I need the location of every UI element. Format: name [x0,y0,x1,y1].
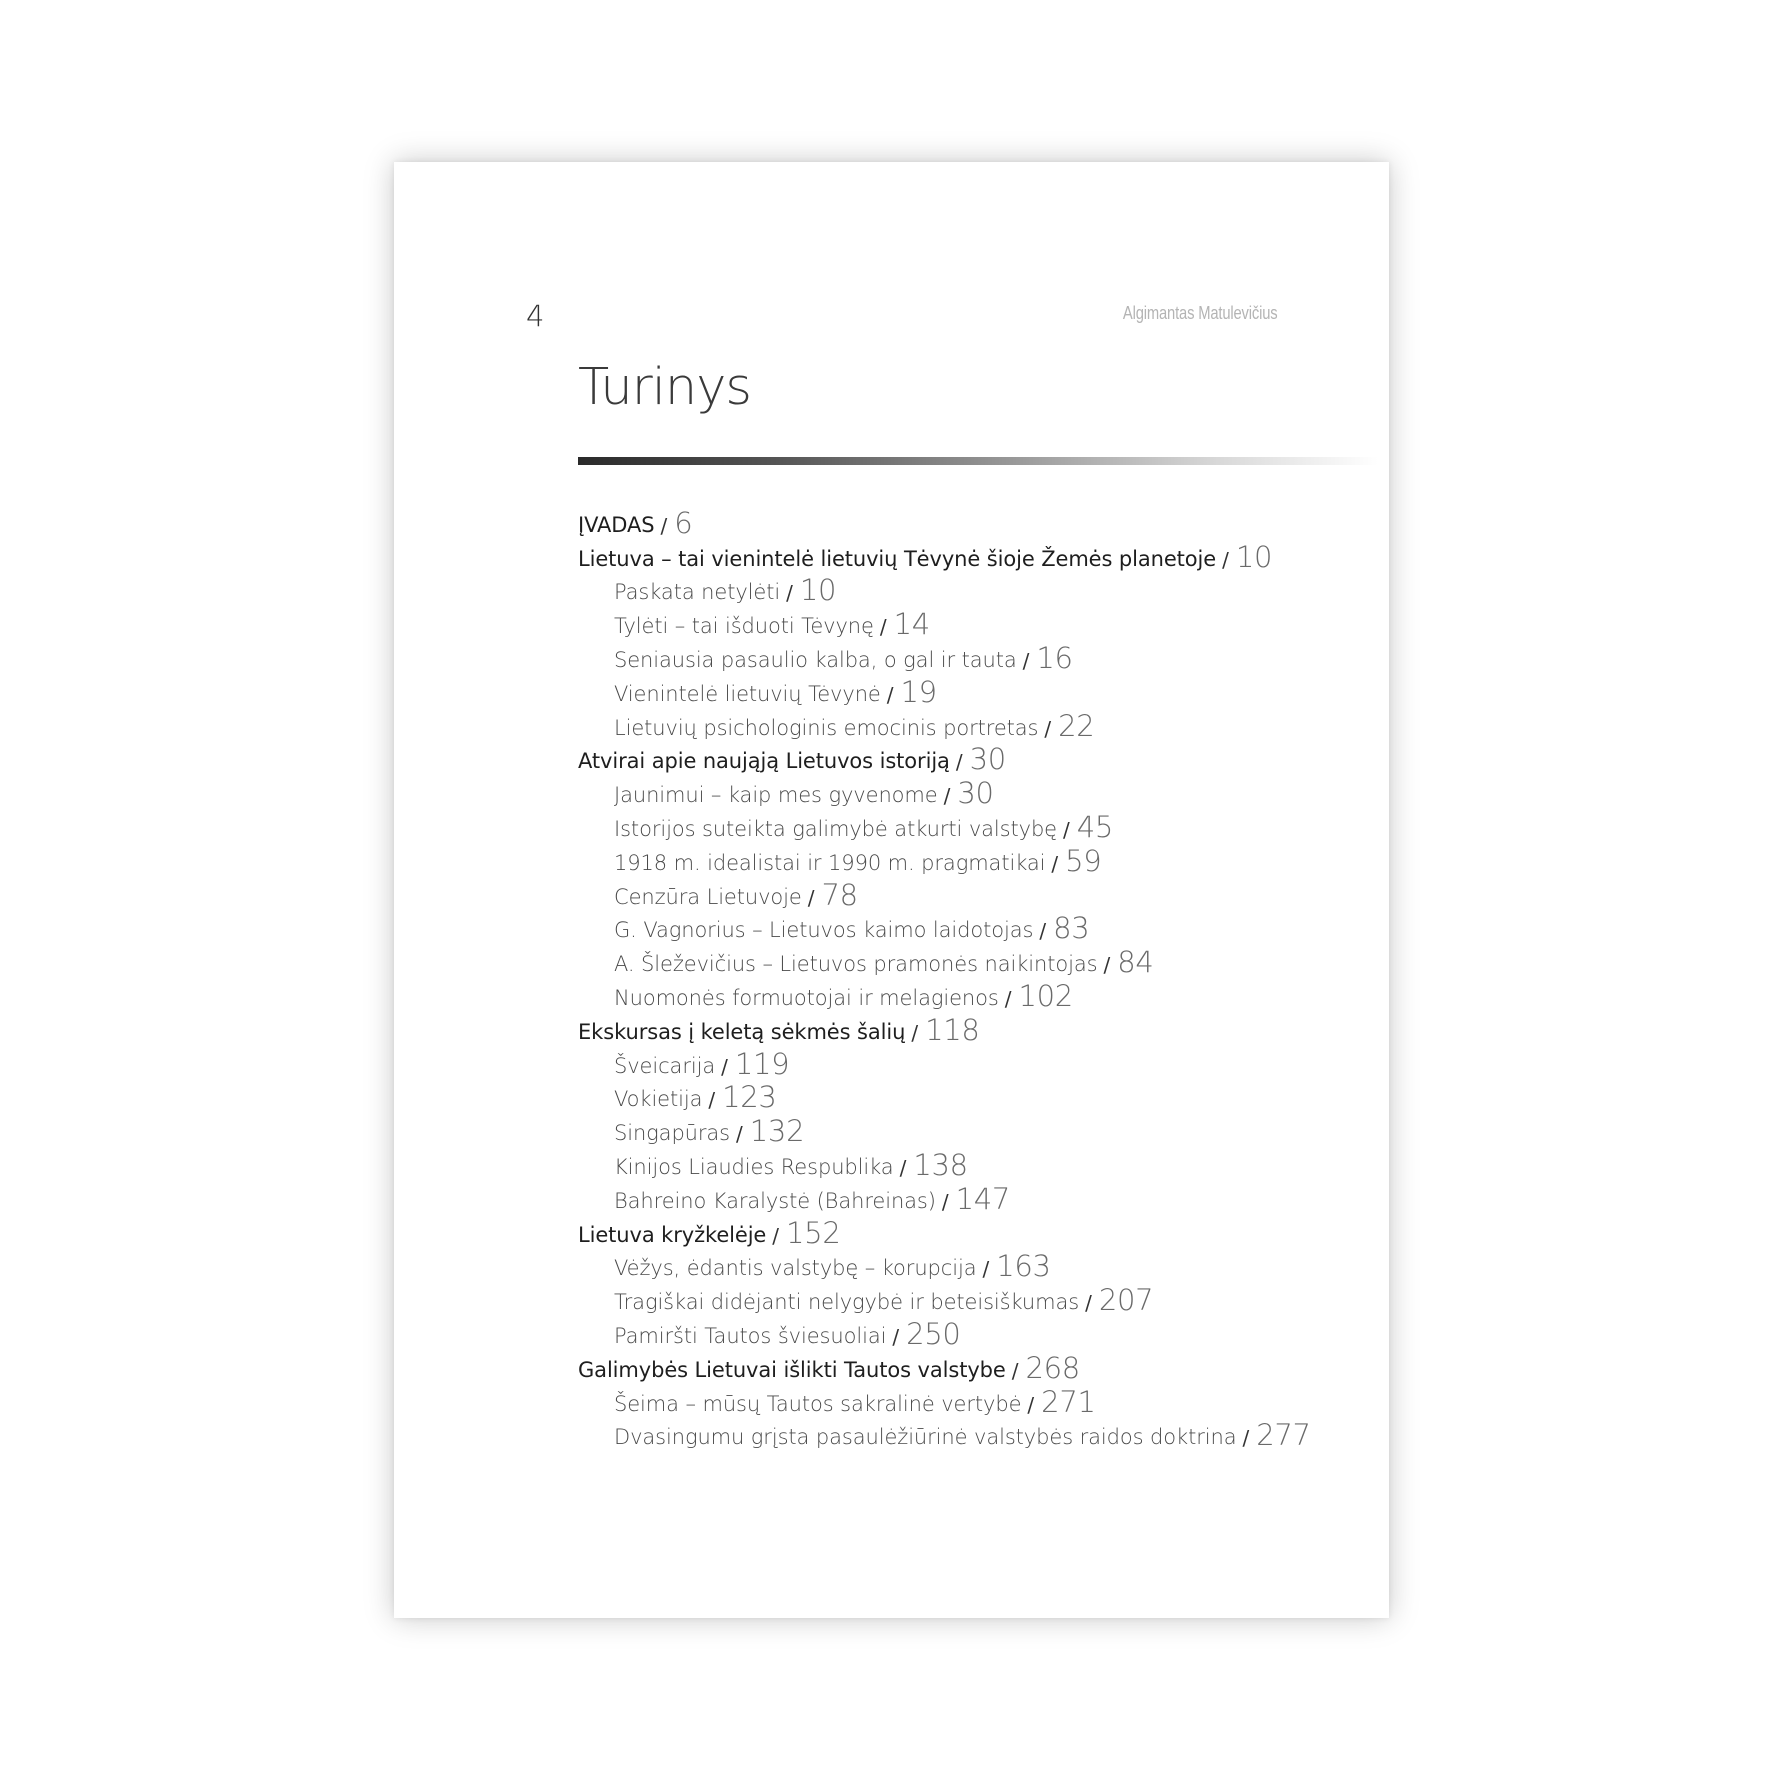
toc-section-entry [578,975,1368,1013]
toc-separator: / [911,1020,919,1045]
toc-entry-title: Bahreino Karalystė (Bahreinas) [614,1188,936,1213]
toc-separator: / [1004,986,1012,1011]
toc-chapter-entry [578,502,1368,540]
toc-page-number: 45 [1076,809,1114,844]
toc-page-number: 16 [1036,640,1073,675]
toc-entry-title: A. Šleževičius – Lietuvos pramonės naikintojas [614,952,1098,977]
toc-chapter-entry [578,536,1368,574]
toc-page-number: 6 [674,505,693,540]
toc-section-entry [578,671,1368,709]
toc-page-number: 138 [913,1147,968,1182]
toc-page-number: 30 [957,776,994,811]
toc-entry-title: Dvasingumu grįsta pasaulėžiūrinė valstybės raidos doktrina [614,1425,1237,1450]
toc-entry-title: Singapūras [614,1121,731,1146]
toc-entry-title: Tragiškai didėjanti nelygybė ir beteisiškumas [614,1290,1080,1315]
toc-separator: / [786,581,793,606]
toc-separator: / [660,513,668,538]
toc-separator: / [1039,919,1047,944]
toc-separator: / [899,1155,907,1180]
toc-page-number: 207 [1098,1283,1154,1318]
toc-entry-title: Atvirai apie naująją Lietuvos istoriją [578,749,950,774]
toc-page-number: 10 [1235,539,1273,574]
toc-separator: / [955,750,963,775]
toc-entry-title: Kinijos Liaudies Respublika [614,1154,894,1179]
toc-page-number: 14 [893,607,930,642]
toc-page-number: 118 [925,1012,980,1047]
toc-page-number: 277 [1256,1418,1311,1453]
toc-page-number: 83 [1053,911,1090,946]
toc-entry-title: Istorijos suteikta galimybė atkurti valstybę [614,816,1057,841]
toc-separator: / [1085,1291,1092,1316]
toc-page-number: 10 [799,573,837,608]
toc-separator: / [1103,953,1111,978]
page-number: 4 [526,299,545,333]
toc-section-entry [578,1415,1368,1453]
toc-separator: / [807,885,815,910]
toc-chapter-entry [578,1347,1368,1385]
toc-separator: / [1051,851,1059,876]
toc-section-entry [578,941,1368,980]
toc-entry-title: Vokietija [614,1087,703,1112]
toc-page-number: 123 [722,1080,777,1115]
toc-separator: / [886,682,894,707]
toc-entry-title: 1918 m. idealistai ir 1990 m. pragmatikai [614,850,1046,875]
toc-separator: / [1242,1426,1250,1451]
running-head-author: Algimantas Matulevičius [1122,303,1277,323]
toc-page-number: 102 [1018,978,1073,1013]
toc-section-entry [578,705,1368,743]
toc-section-entry [578,1144,1368,1182]
toc-entry-title: Tylėti – tai išduoti Tėvynę [614,614,874,639]
toc-page-number: 19 [900,674,937,709]
toc-page-number: 132 [749,1114,805,1149]
toc-section-entry [578,1279,1368,1318]
toc-entry-title: ĮVADAS [578,512,655,537]
table-of-contents [578,502,1368,1453]
toc-separator: / [982,1257,990,1282]
toc-entry-title: Šeima – mūsų Tautos sakralinė vertybė [614,1391,1022,1416]
toc-section-entry [578,772,1368,811]
toc-chapter-entry [578,1212,1368,1250]
toc-separator: / [772,1223,780,1248]
toc-separator: / [708,1088,716,1113]
book-page [394,162,1389,1618]
toc-page-number: 119 [734,1046,790,1081]
toc-section-entry [578,874,1368,912]
title-gradient-rule [578,457,1378,465]
toc-separator: / [1027,1392,1035,1417]
toc-page-number: 22 [1058,708,1095,743]
toc-separator: / [1063,817,1070,842]
toc-section-entry [578,1178,1368,1216]
toc-separator: / [943,784,951,809]
toc-entry-title: Nuomonės formuotojai ir melagienos [614,985,999,1010]
toc-section-entry [578,840,1368,878]
toc-page-number: 268 [1025,1350,1080,1385]
toc-page-number: 84 [1117,945,1154,980]
toc-entry-title: Vėžys, ėdantis valstybę – korupcija [614,1256,977,1281]
toc-page-number: 30 [969,742,1006,777]
toc-chapter-entry [578,1009,1368,1047]
toc-entry-title: Seniausia pasaulio kalba, o gal ir tauta [614,647,1017,672]
toc-separator: / [721,1054,728,1079]
toc-separator: / [941,1189,949,1214]
toc-separator: / [879,615,887,640]
toc-page-number: 78 [821,877,858,912]
toc-separator: / [1011,1358,1019,1383]
toc-separator: / [1044,716,1052,741]
toc-chapter-entry [578,739,1368,777]
toc-entry-title: Lietuva kryžkelėje [578,1222,767,1247]
toc-entry-title: Galimybės Lietuvai išlikti Tautos valstybe [578,1357,1006,1382]
toc-entry-title: Jaunimui – kaip mes gyvenome [614,783,938,808]
toc-separator: / [1022,648,1030,673]
toc-entry-title: Pamiršti Tautos šviesuoliai [614,1323,887,1348]
toc-page-number: 152 [786,1215,841,1250]
toc-entry-title: Lietuvių psichologinis emocinis portretas [614,715,1039,740]
toc-page-number: 59 [1065,843,1102,878]
toc-page-number: 163 [996,1249,1051,1284]
toc-entry-title: Paskata netylėti [614,580,781,605]
toc-entry-title: G. Vagnorius – Lietuvos kaimo laidotojas [614,918,1034,943]
toc-page-number: 147 [955,1181,1011,1216]
toc-section-entry [578,806,1368,844]
toc-separator: / [1222,547,1229,572]
toc-entry-title: Vienintelė lietuvių Tėvynė [614,681,881,706]
toc-section-entry [578,1313,1368,1351]
toc-separator: / [892,1324,900,1349]
toc-page-number: 250 [906,1316,961,1351]
toc-entry-title: Lietuva – tai vienintelė lietuvių Tėvynė šioje Žemės planetoje [578,546,1217,571]
toc-entry-title: Cenzūra Lietuvoje [614,884,802,909]
toc-separator: / [736,1122,743,1147]
toc-section-entry [578,908,1368,946]
toc-section-entry [578,1077,1368,1115]
toc-section-entry [578,1381,1368,1419]
toc-section-entry [578,1246,1368,1284]
toc-section-entry [578,1043,1368,1081]
toc-page-number: 271 [1041,1384,1096,1419]
toc-section-entry [578,570,1368,608]
toc-section-entry [578,637,1368,675]
toc-section-entry [578,1110,1368,1149]
toc-section-entry [578,603,1368,642]
page-title: Turinys [578,358,751,417]
toc-entry-title: Šveicarija [614,1053,716,1078]
toc-entry-title: Ekskursas į keletą sėkmės šalių [578,1019,906,1044]
